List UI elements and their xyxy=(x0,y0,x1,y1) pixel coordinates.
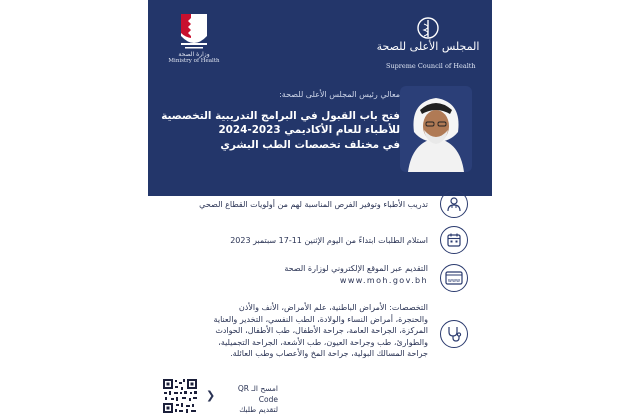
list-item-website xyxy=(168,262,468,296)
portrait-image xyxy=(400,86,472,172)
qr-line-2: لتقديم طلبك xyxy=(239,405,278,414)
intro-line: معالي رئيس المجلس الأعلى للصحة: xyxy=(279,90,400,99)
specialties-line-2: والحنجرة، أمراض النساء والولادة، الطب النفسي، التخدير والعناية xyxy=(213,314,428,324)
specialties-line-5: جراحة المسالك البولية، جراحة المخ والأعصاب وطب العائلة. xyxy=(230,349,428,359)
headline-block xyxy=(156,90,400,152)
qr-instruction xyxy=(218,384,278,416)
ministry-of-health-logo xyxy=(166,12,222,72)
shc-emblem-icon xyxy=(376,16,480,60)
training-text: تدريب الأطباء وتوفير الفرص المناسبة لهم من أولويات القطاع الصحي xyxy=(199,200,428,209)
stethoscope-icon xyxy=(440,320,468,348)
moh-english-name: Ministry of Health xyxy=(168,58,220,64)
dates-text: استلام الطلبات ابتداءً من اليوم الإثنين 11-17 سبتمبر 2023 xyxy=(230,236,428,245)
www-icon xyxy=(440,264,468,292)
poster-header xyxy=(148,0,492,196)
qr-code[interactable] xyxy=(162,378,198,414)
headline-title xyxy=(156,109,400,152)
doctor-icon xyxy=(440,190,468,218)
list-item-specialties xyxy=(168,302,468,372)
shc-english-name: Supreme Council of Health xyxy=(386,62,476,70)
svg-text:www: www xyxy=(447,278,461,284)
website-url[interactable]: www.moh.gov.bh xyxy=(339,275,428,285)
qr-code-icon xyxy=(162,378,198,414)
moh-arabic-name: وزارة الصحة xyxy=(178,51,210,58)
supreme-council-of-health-logo xyxy=(376,16,480,72)
moh-emblem-icon xyxy=(177,12,211,50)
announcement-poster xyxy=(148,0,492,418)
website-apply-line: التقديم عبر الموقع الإلكتروني لوزارة الصحة xyxy=(284,264,428,273)
qr-line-1: امسح الـ QR Code xyxy=(237,384,278,404)
qr-section xyxy=(162,378,322,414)
headline-line-2: للأطباء للعام الأكاديمي 2023-2024 xyxy=(218,124,400,137)
official-portrait xyxy=(400,86,472,172)
specialties-line-4: والطوارئ، طب وجراحة العيون، طب الأشعة، الجراحة التجميلية، xyxy=(218,337,428,347)
shc-arabic-logotype: المجلس الأعلى للصحة xyxy=(376,40,480,53)
chevron-right-icon: ❯ xyxy=(206,389,216,402)
list-item-dates xyxy=(168,226,468,256)
website-text xyxy=(284,263,428,286)
specialties-line-3: المركزة، الجراحة العامة، جراحة الأطفال، طب الأطفال، الحوادث xyxy=(215,326,428,336)
headline-line-1: فتح باب القبول في البرامج التدريبية التخصصية xyxy=(161,110,400,122)
headline-line-3: في مختلف تخصصات الطب البشري xyxy=(220,138,400,151)
specialties-line-1: التخصصات: الأمراض الباطنية، علم الأمراض، الأنف والأذن xyxy=(238,303,428,312)
specialties-text xyxy=(160,302,428,360)
list-item-training xyxy=(168,190,468,220)
calendar-icon xyxy=(440,226,468,254)
